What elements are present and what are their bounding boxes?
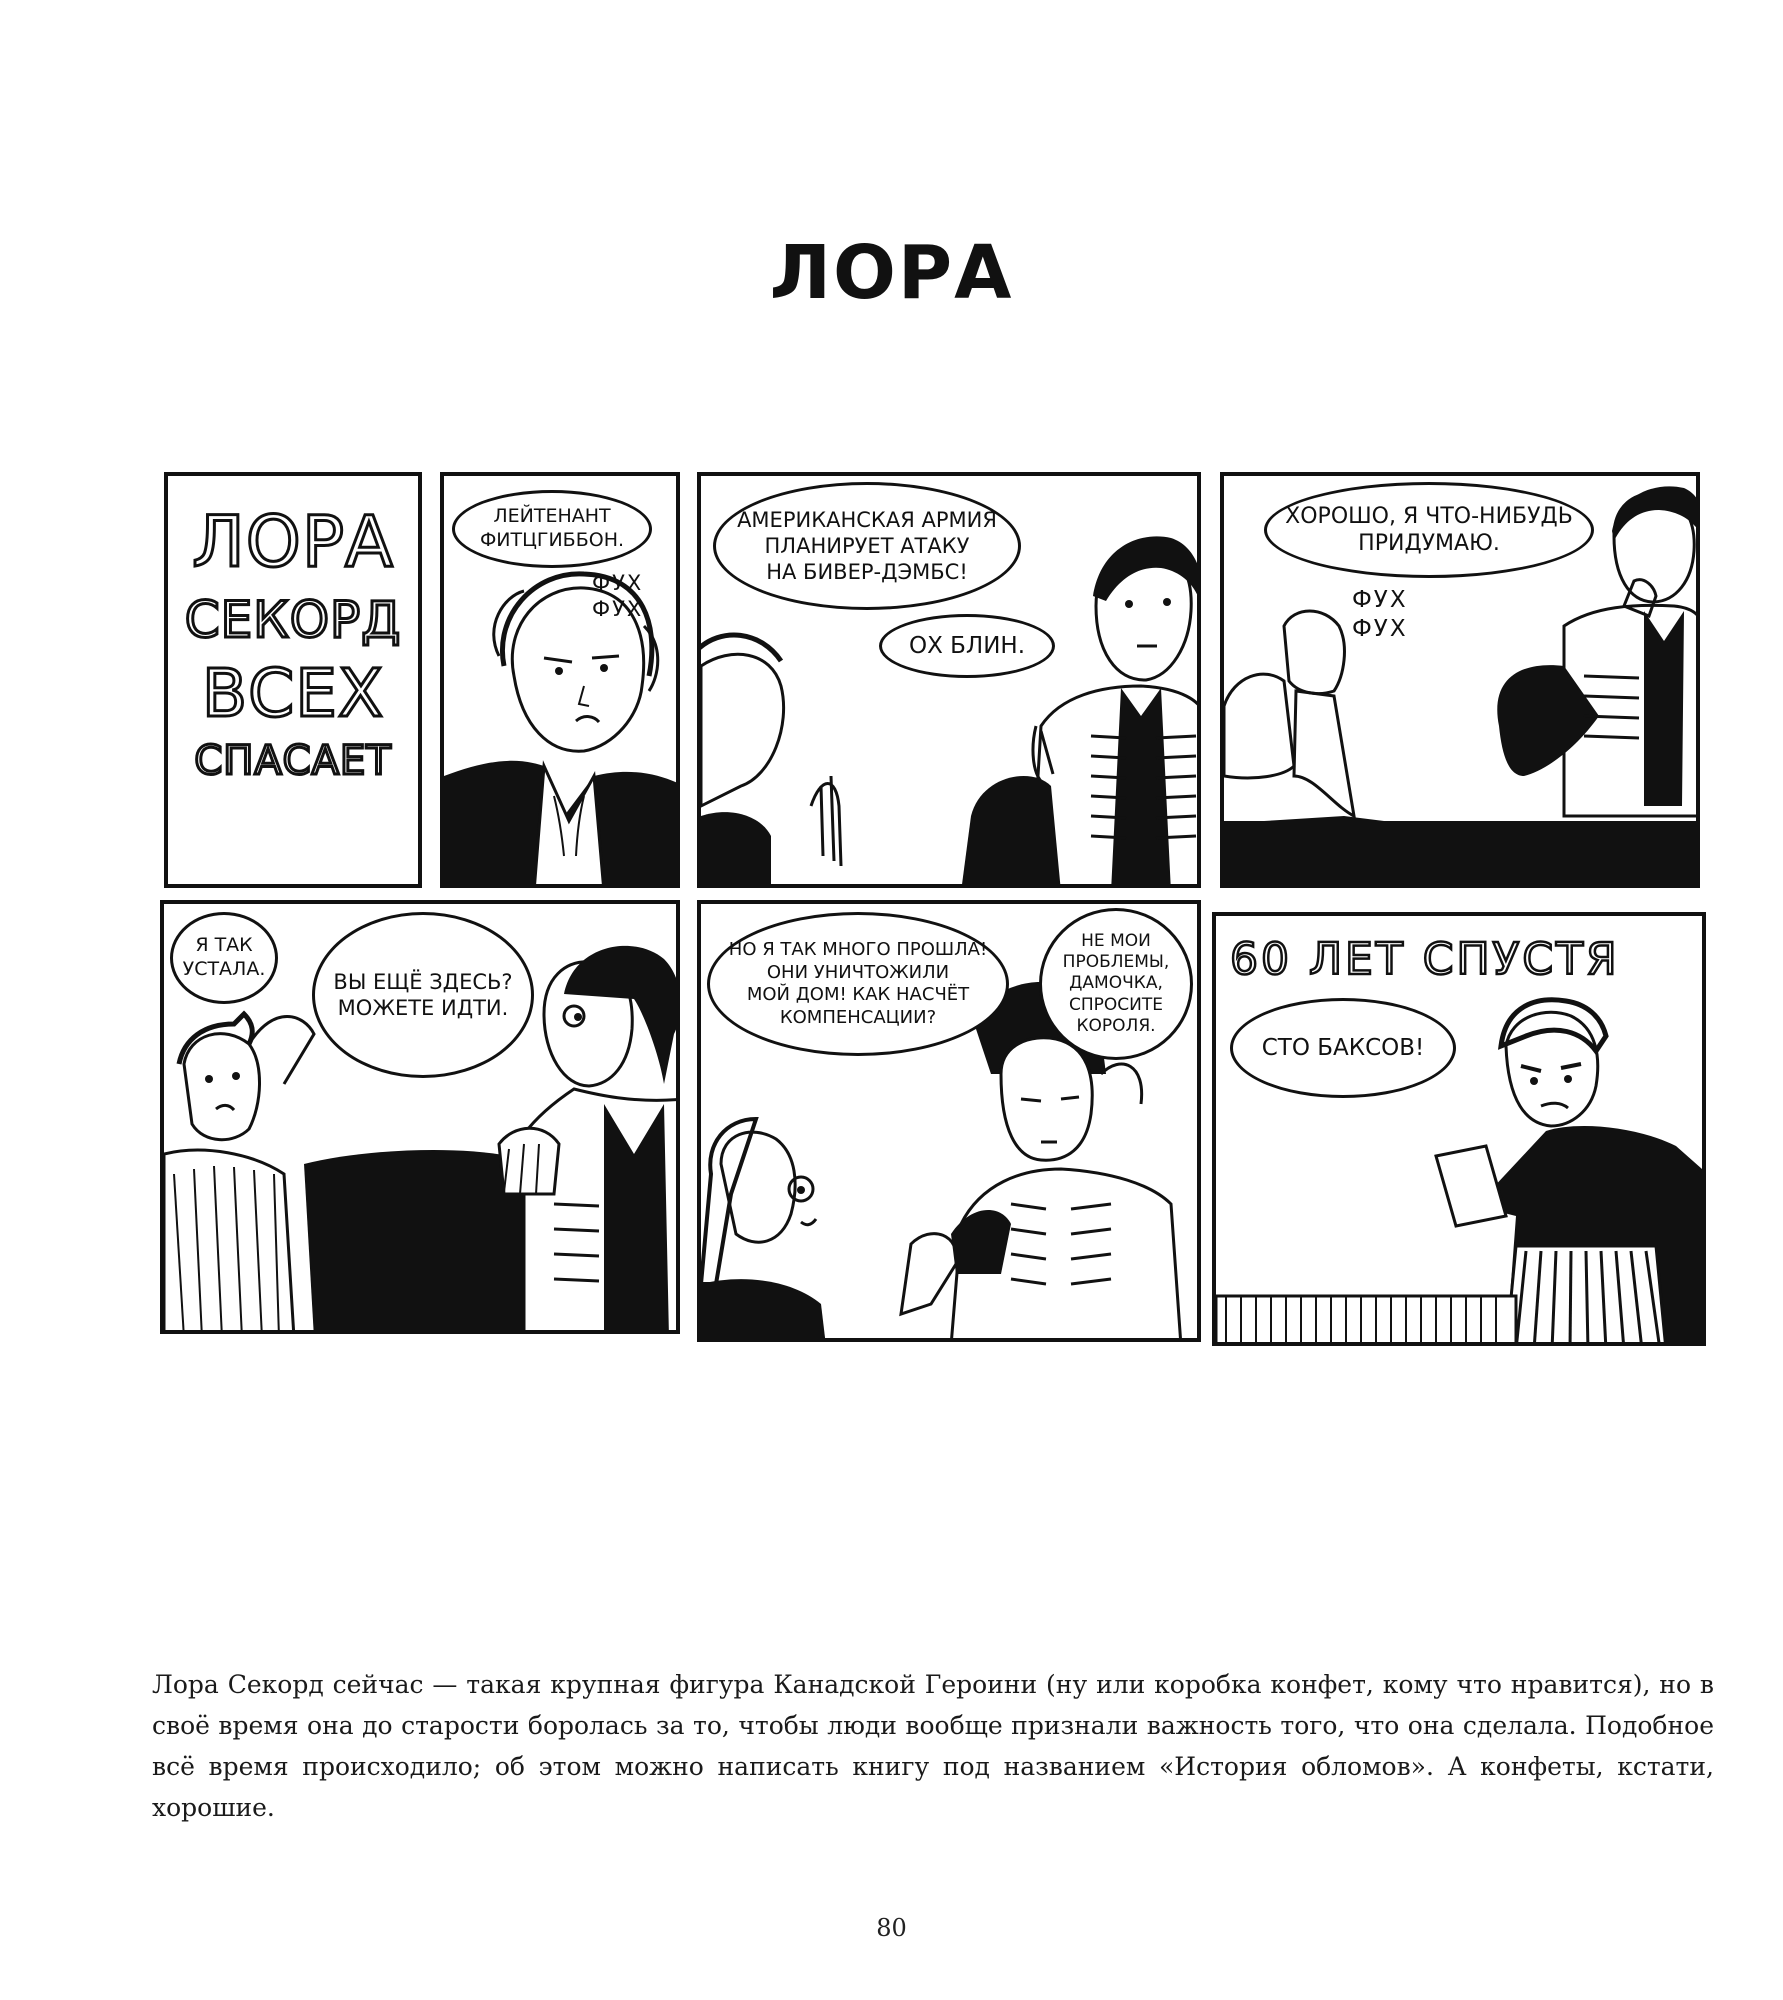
title-word-4: СПАСАЕТ [194,738,392,785]
title-word-1: ЛОРА [192,501,394,583]
speech-bubble-2: НЕ МОИ ПРОБЛЕМЫ, ДАМОЧКА, СПРОСИТЕ КОРОЛЯ. [1039,908,1193,1060]
speech-bubble: ХОРОШО, Я ЧТО-НИБУДЬ ПРИДУМАЮ. [1264,482,1594,578]
speech-bubble-2: ВЫ ЕЩЁ ЗДЕСЬ? МОЖЕТЕ ИДТИ. [312,912,534,1078]
speech-bubble-1: АМЕРИКАНСКАЯ АРМИЯ ПЛАНИРУЕТ АТАКУ НА БИВЕР-ДЭМБС! [713,482,1021,610]
sfx-text: ФУХ ФУХ [592,571,644,622]
speech-bubble-2: ОХ БЛИН. [879,614,1055,678]
title-lettering [168,498,418,787]
page-title: ЛОРА [769,230,1014,316]
speech-bubble-1: Я ТАК УСТАЛА. [170,912,278,1004]
comic-panel-1 [164,472,422,888]
comic-panel-2 [440,472,680,888]
title-word-2: СЕКОРД [184,590,402,649]
time-caption: 60 ЛЕТ СПУСТЯ [1230,934,1620,985]
comic-panel-6 [697,900,1201,1342]
page-number: 80 [876,1914,907,1942]
sfx-text: ФУХ ФУХ [1352,587,1408,642]
speech-bubble: СТО БАКСОВ! [1230,998,1456,1098]
speech-bubble: ЛЕЙТЕНАНТ ФИТЦГИББОН. [452,490,652,568]
comic-panel-4 [1220,472,1700,888]
title-word-3: ВСЕХ [201,654,385,732]
speech-bubble-1: НО Я ТАК МНОГО ПРОШЛА! ОНИ УНИЧТОЖИЛИ МОЙ ДОМ! КАК НАСЧЁТ КОМПЕНСАЦИИ? [707,912,1009,1056]
comic-panel-7 [1212,912,1706,1346]
comic-panel-3 [697,472,1201,888]
comic-panel-5 [160,900,680,1334]
body-paragraph: Лора Секорд сейчас — такая крупная фигура Канадской Героини (ну или коробка конфет, кому что нравится), но в своё время она до старости боролась за то, чтобы люди вообще признали важность того, что она сделала. Подобное всё время происходило; об этом можно написать книгу под названием «История обломов». А конфеты, кстати, хорошие. [152,1670,1714,1822]
